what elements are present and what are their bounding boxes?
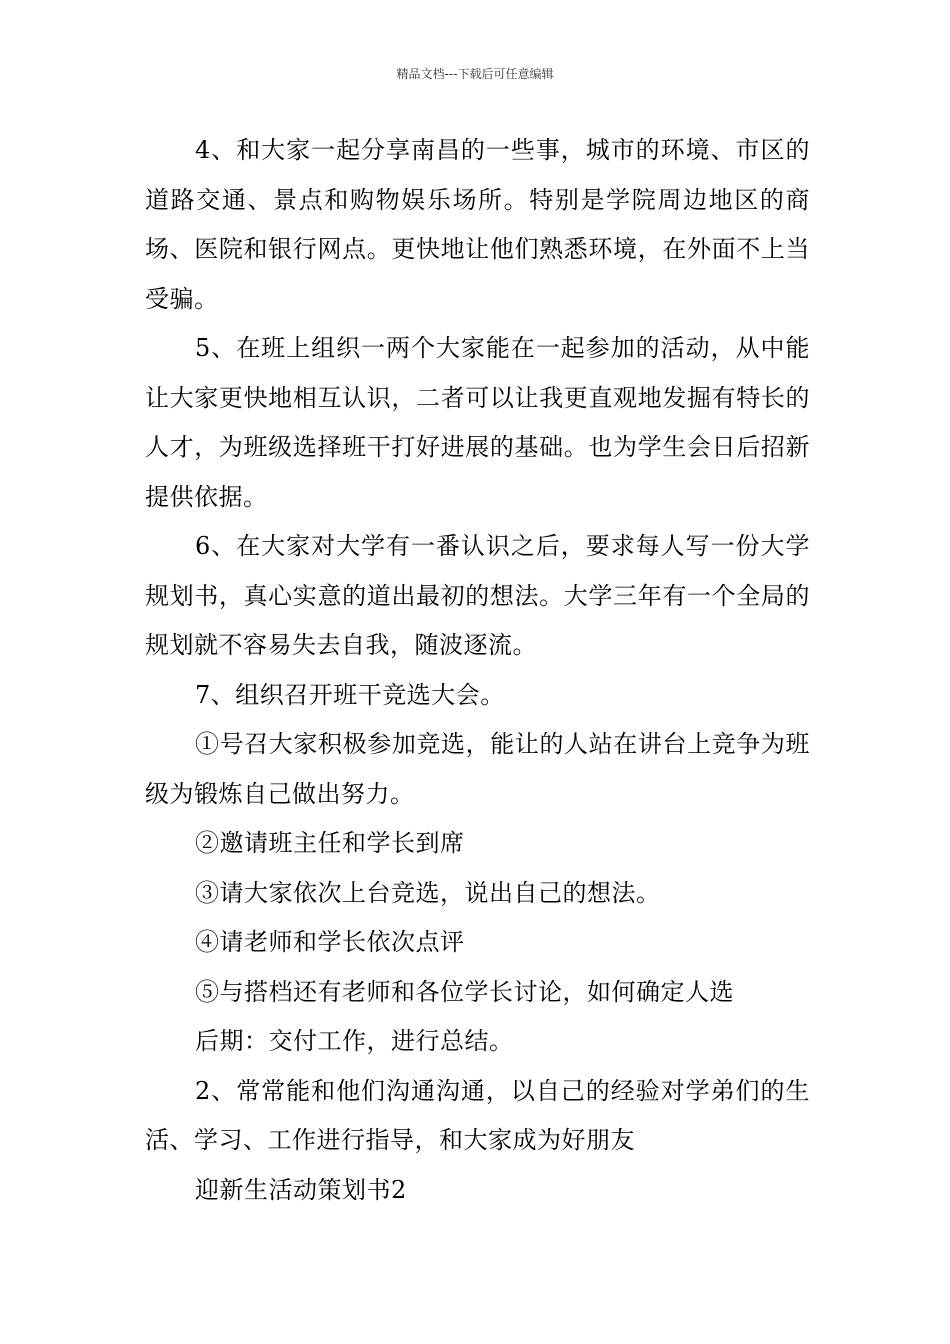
sub-item-4: ④请老师和学长依次点评 [195, 928, 465, 956]
paragraph-item-4: 4、和大家一起分享南昌的一些事，城市的环境、市区的道路交通、景点和购物娱乐场所。特别是学院周边地区的商场、医院和银行网点。更快地让他们熟悉环境，在外面不上当受骗。 [145, 136, 810, 313]
later-stage-paragraph: 后期：交付工作，进行总结。 [195, 1027, 514, 1055]
sub-item-3: ③请大家依次上台竞选，说出自己的想法。 [195, 878, 661, 907]
page-header: 精品文档---下载后可任意编辑 [396, 67, 554, 81]
sub-item-1: ①号召大家积极参加竞选，能让的人站在讲台上竞争为班级为锻炼自己做出努力。 [145, 730, 810, 808]
paragraph-item-6: 6、在大家对大学有一番认识之后，要求每人写一份大学规划书，真心实意的道出最初的想法。大学三年有一个全局的规划就不容易失去自我，随波逐流。 [145, 532, 810, 659]
paragraph-item-2: 2、常常能和他们沟通沟通，以自己的经验对学弟们的生活、学习、工作进行指导，和大家成为好朋友 [145, 1076, 810, 1154]
document-body [145, 126, 810, 1215]
section-title: 迎新生活动策划书2 [195, 1175, 407, 1204]
sub-item-2: ②邀请班主任和学长到席 [195, 829, 465, 857]
sub-item-5: ⑤与搭档还有老师和各位学长讨论，如何确定人选 [195, 977, 734, 1006]
paragraph-item-5: 5、在班上组织一两个大家能在一起参加的活动，从中能让大家更快地相互认识，二者可以让我更直观地发掘有特长的人才，为班级选择班干打好进展的基础。也为学生会日后招新提供依据。 [145, 334, 810, 511]
paragraph-item-7: 7、组织召开班干竞选大会。 [195, 680, 505, 709]
